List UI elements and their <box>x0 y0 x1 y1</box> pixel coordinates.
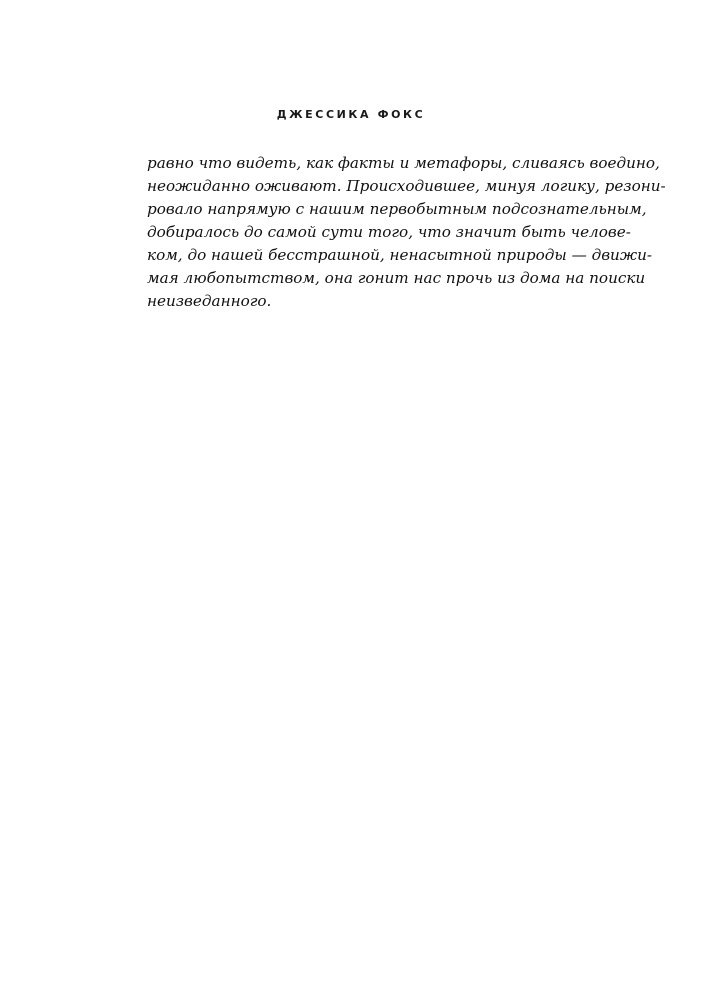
body-text <box>147 152 666 313</box>
text-line: мая любопытством, она гонит нас прочь из дома на поиски <box>147 269 646 287</box>
text-line: неожиданно оживают. Происходившее, минуя логику, резони- <box>147 177 666 195</box>
running-header-author: ДЖЕССИКА ФОКС <box>276 108 426 121</box>
text-line: добиралось до самой сути того, что значит быть челове- <box>147 223 631 241</box>
text-line: ком, до нашей бесстрашной, ненасытной природы — движи- <box>147 246 653 264</box>
text-line: равно что видеть, как факты и метафоры, сливаясь воедино, <box>147 154 660 172</box>
text-line: неизведанного. <box>147 292 272 310</box>
text-line: ровало напрямую с нашим первобытным подсознательным, <box>147 200 647 218</box>
